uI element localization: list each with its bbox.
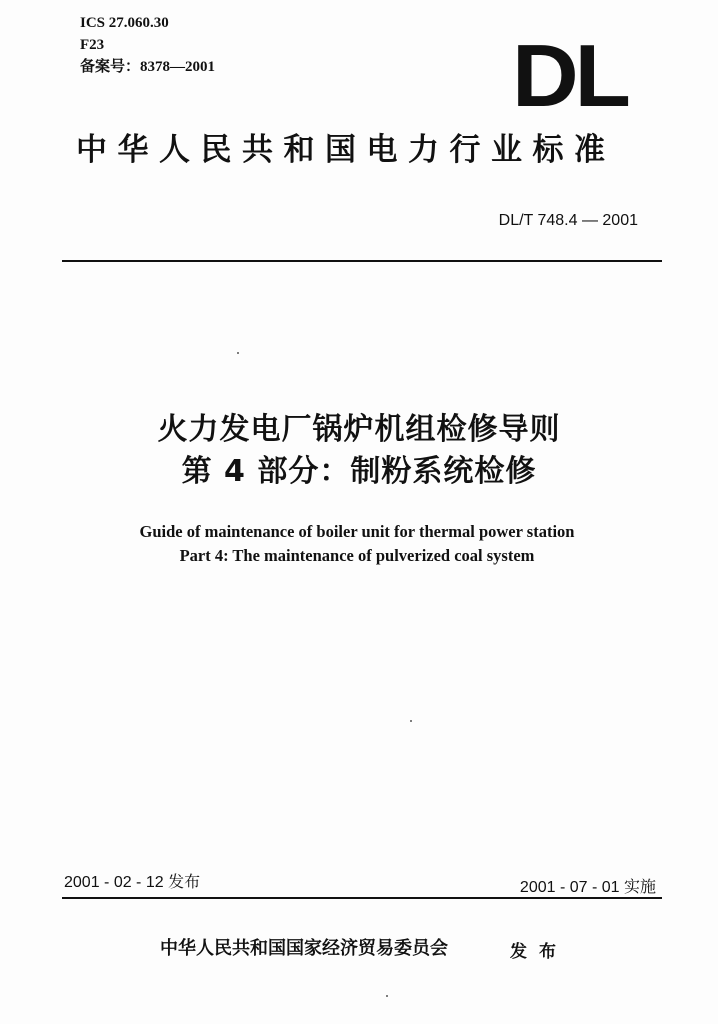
top-divider	[62, 260, 662, 262]
chinese-title-line-1: 火力发电厂锅炉机组检修导则	[157, 412, 561, 447]
scan-speck	[237, 352, 239, 354]
classification-code: F23	[80, 37, 105, 53]
scan-speck	[386, 995, 388, 997]
standard-code: DL/T 748.4 — 2001	[498, 212, 638, 229]
chinese-title-line-2: 第 4 部分：制粉系统检修	[181, 454, 537, 489]
document-metadata	[80, 12, 215, 78]
english-title-line-2: Part 4: The maintenance of pulverized coal system	[179, 546, 535, 565]
standard-category-title: 中华人民共和国电力行业标准	[76, 132, 616, 168]
ics-code: ICS 27.060.30	[80, 15, 169, 31]
issue-label: 发布	[510, 942, 568, 962]
dl-logo: DL	[512, 26, 627, 125]
bottom-divider	[62, 897, 662, 899]
publish-date: 2001 - 02 - 12 发布	[64, 874, 201, 891]
scan-speck	[410, 720, 412, 722]
effective-date: 2001 - 07 - 01 实施	[519, 879, 656, 896]
english-title-line-1: Guide of maintenance of boiler unit for thermal power station	[139, 522, 575, 541]
record-number: 备案号：8378—2001	[80, 59, 216, 75]
issuing-authority: 中华人民共和国国家经济贸易委员会	[160, 938, 448, 959]
